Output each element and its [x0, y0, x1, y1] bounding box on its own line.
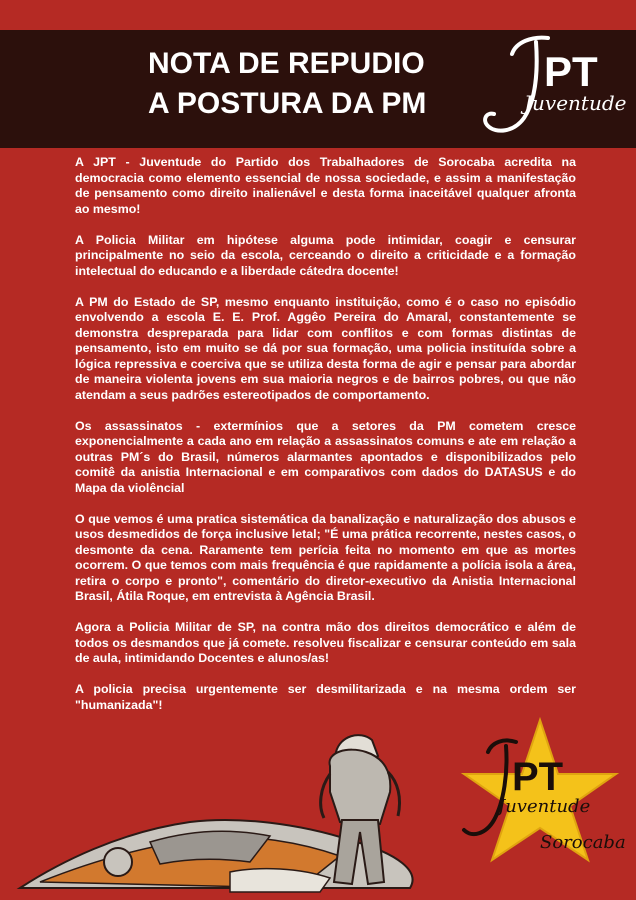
police-illustration: [0, 712, 636, 900]
logo-bottom-city: Sorocaba: [540, 832, 626, 853]
note-body: [75, 155, 576, 729]
paragraph-7: A policia precisa urgentemente ser desmilitarizada e na mesma ordem ser "humanizada"!: [75, 682, 576, 712]
logo-top-letters: PT: [544, 48, 598, 95]
page-title: [148, 44, 468, 124]
paragraph-1: A JPT - Juventude do Partido dos Trabalhadores de Sorocaba acredita na democracia como elemento essencial de nossa sociedade, e assim a manifestação de pensamento como direito inalienável e desta forma inaceitável qualquer afronta ao mesmo!: [75, 155, 576, 216]
paragraph-5: O que vemos é uma pratica sistemática da banalização e naturalização dos abusos e usos desmedidos de força inclusive letal; "É uma prática recorrente, nestes casos, o desmonte da cena. Raramente tem perícia feita no momento em que as mortes ocorrem. O que temos com mais frequência é que rapidamente a polícia isola a área, retira o corpo e pronto", comentário do diretor-executivo da Anistia Internacional Brasil, Átila Roque, em entrevista à Agência Brasil.: [75, 511, 576, 603]
logo-bottom-script: Juventude: [498, 796, 591, 817]
paragraph-6: Agora a Policia Militar de SP, na contra mão dos direitos democrático e além de todos os desmandos que já comete. resolveu fiscalizar e censurar conteúdo em sala de aula, intimidando Docentes e alunos/as!: [75, 620, 576, 665]
title-line-2: A POSTURA DA PM: [148, 87, 427, 120]
logo-top-script: Juventude: [524, 91, 626, 115]
paragraph-4: Os assassinatos - extermínios que a setores da PM cometem cresce exponencialmente a cada ano em relação a assassinatos comuns e ate em relação a outras PM´s do Brasil, números alarmantes apontados e disponibilizados pelo comitê da anistia Internacional e em comparativos com dados do DATASUS e do Mapa da violêncial: [75, 418, 576, 495]
title-line-1: NOTA DE REPUDIO: [148, 47, 425, 80]
header-band: [0, 30, 636, 148]
head-icon: [104, 848, 132, 876]
jpt-logo-top: [466, 30, 626, 148]
paragraph-3: A PM do Estado de SP, mesmo enquanto instituição, como é o caso no episódio envolvendo a escola E. E. Prof. Aggêo Pereira do Amaral, constantemente se demonstra despreparada para lidar com conflitos e com formas distintas de pensamento, isto em muito se dá por sua formação, uma policia instituída sobre a lógica repressiva e coerciva que se utiliza desta forma de agir e pensar para abordar de maneira violenta jovens em sua maioria negros e de bairros pobres, ou que não atendam a seus padrões estereotipados de comportamento.: [75, 294, 576, 402]
jpt-logo-bottom: [464, 720, 626, 860]
logo-bottom-letters: PT: [512, 755, 564, 799]
paragraph-2: A Policia Militar em hipótese alguma pode intimidar, coagir e censurar principalmente no seio da escola, cerceando o direito a criticidade e a formação intelectual do educando e a liberdade cátedra docente!: [75, 232, 576, 278]
